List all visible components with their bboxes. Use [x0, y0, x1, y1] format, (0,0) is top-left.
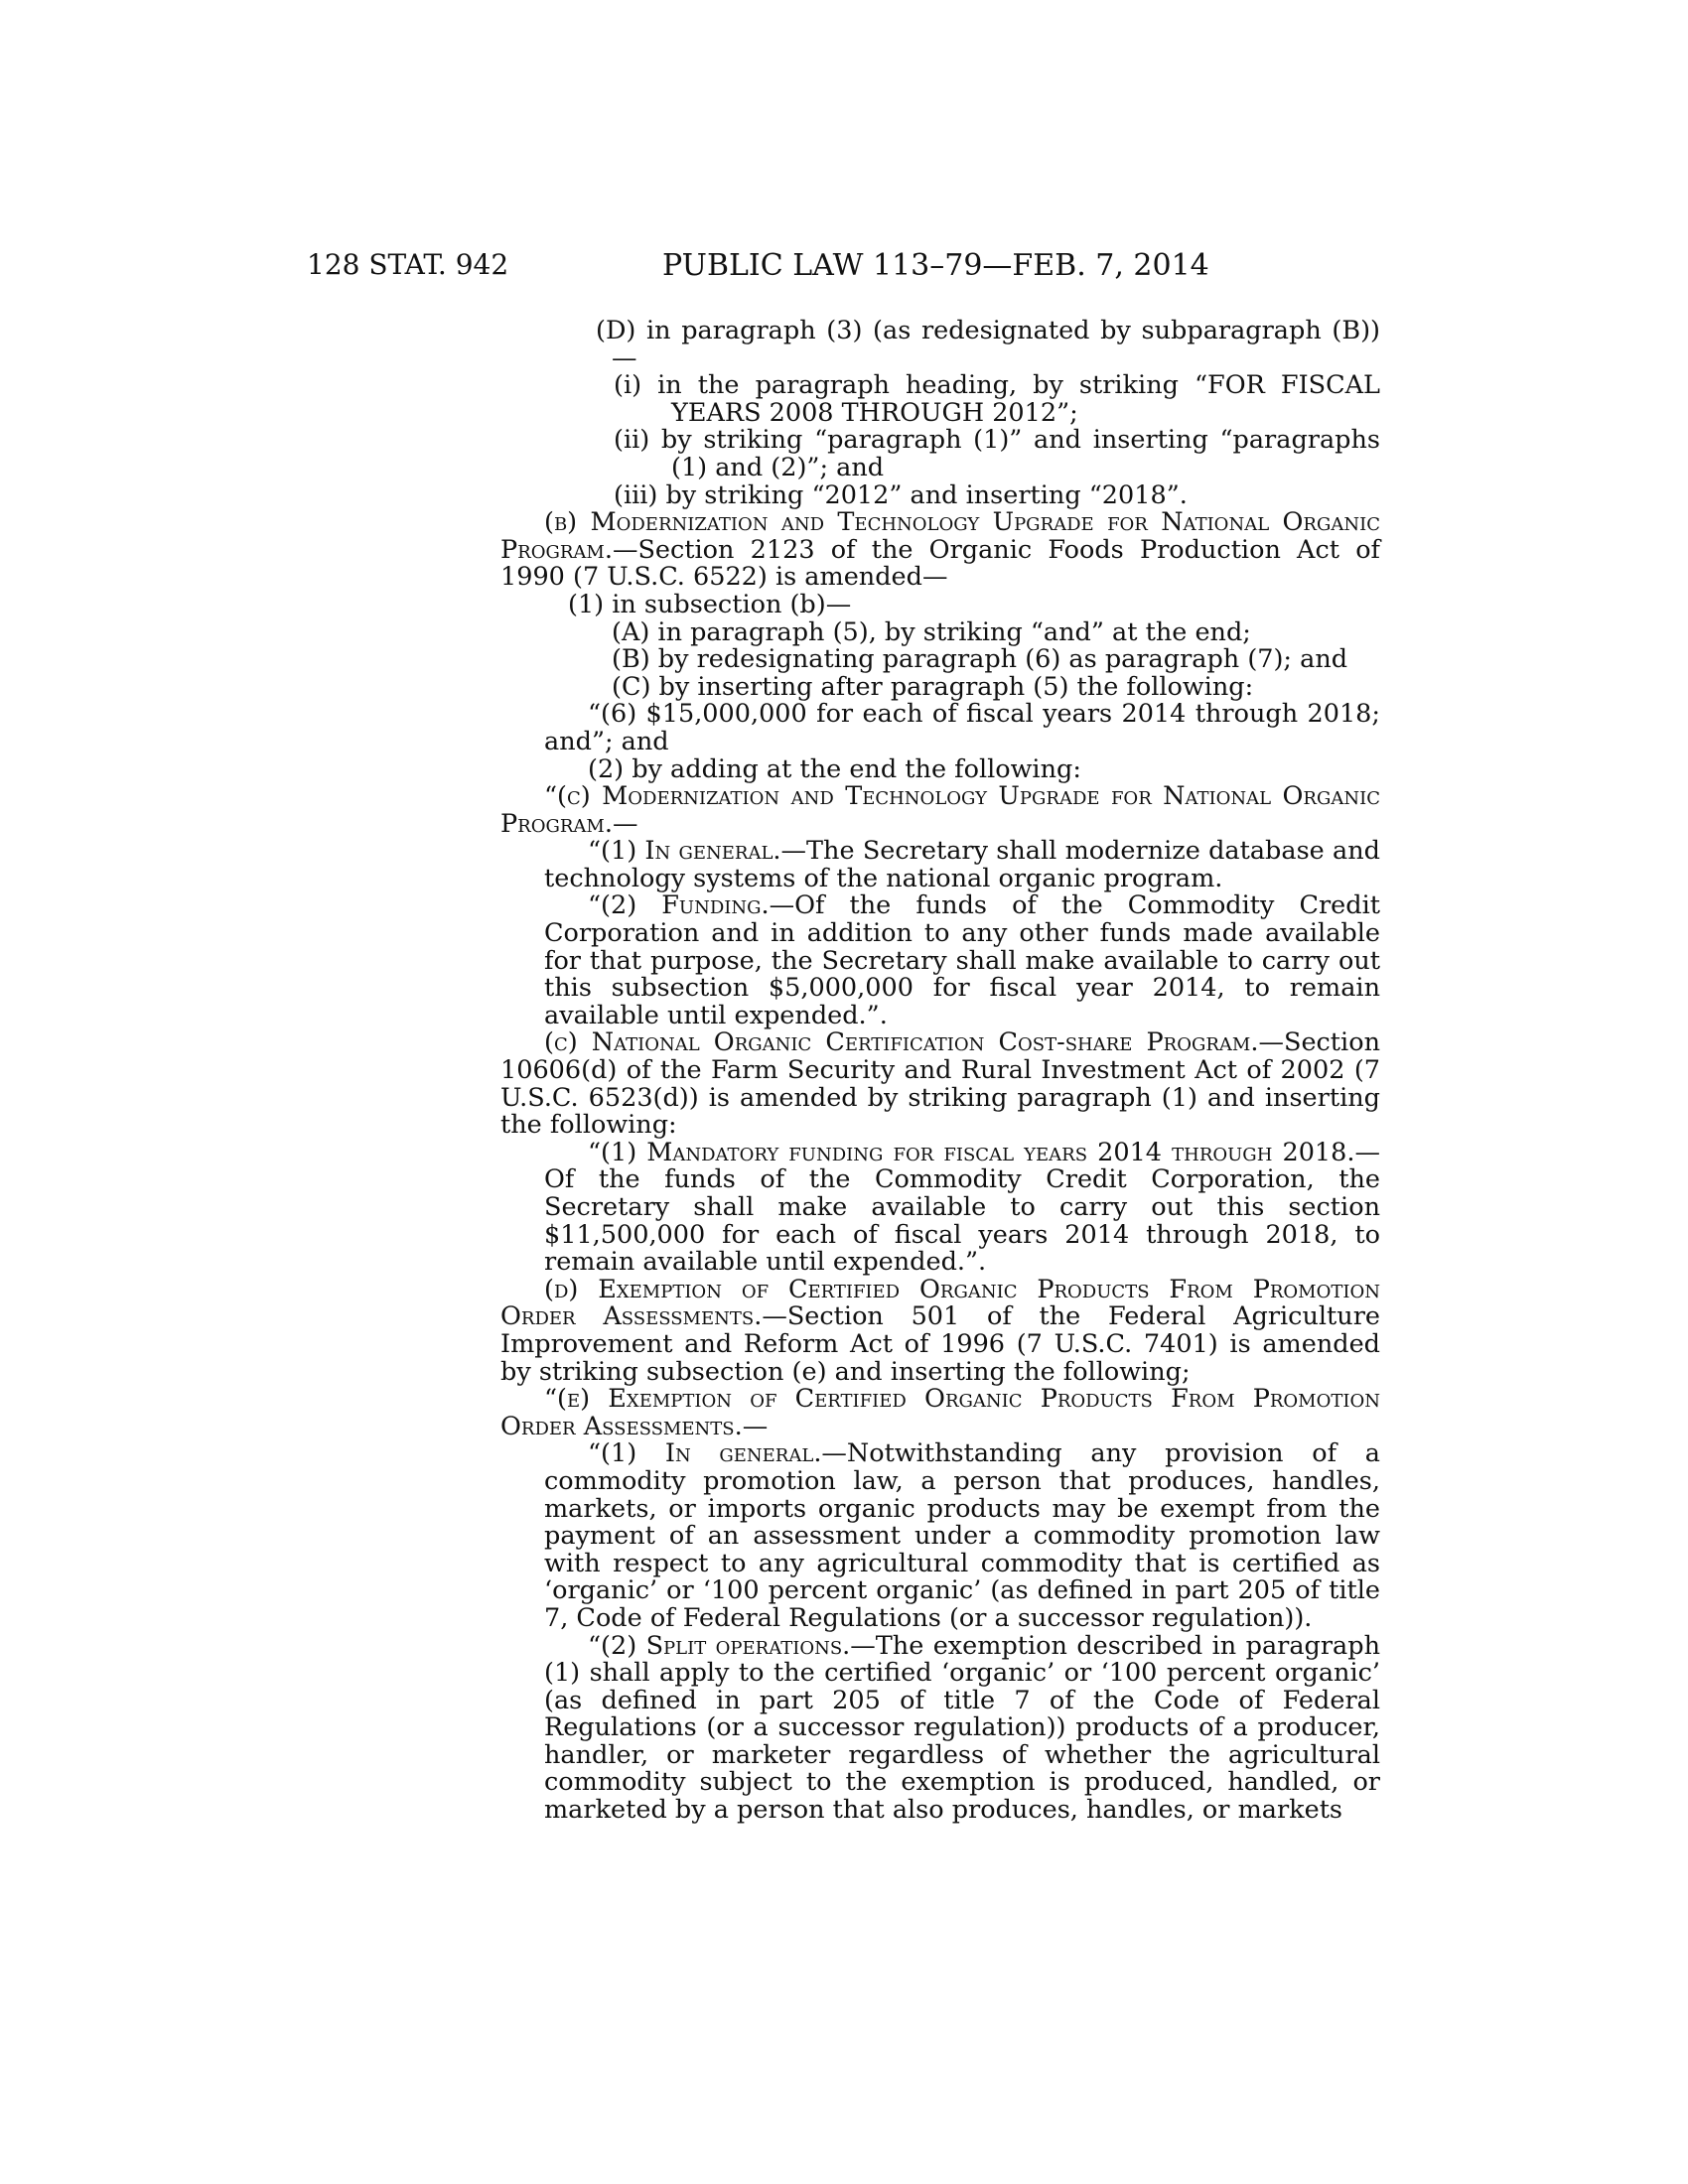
clause-ii: (ii) by striking “paragraph (1)” and inserting “paragraphs (1) and (2)”; and [614, 425, 1380, 482]
inserted-c-paragraph-2-text: —Of the funds of the Commodity Credit Corporation and in addition to any other funds made available for that purpose, the Secretary shall make available to carry out this subsection $5,000,000 for fiscal year 2014, to remain available until expended.”. [544, 890, 1380, 1030]
inserted-e-paragraph-2-text: —The exemption described in paragraph (1) shall apply to the certified ‘organic’ or ‘100 percent organic’ (as defined in part 205 of title 7 of the Code of Federal Regulations (or a successor regulation)) products of a producer, handler, or marketer regardless of whether the agricultural commodity subject to the exemption is produced, handled, or marketed by a person that also produces, handles, or markets [544, 1630, 1380, 1826]
inserted-c-paragraph-1-heading: “(1) In general. [588, 836, 781, 867]
subsection-b-heading: (b) Modernization and Technology Upgrade for National Organic Program. [500, 507, 1380, 565]
paragraph-d: (D) in paragraph (3) (as redesignated by subparagraph (B))— [596, 316, 1380, 373]
subsection-d-heading: (d) Exemption of Certified Organic Products From Promotion Order Assessments. [500, 1274, 1380, 1332]
subsection-d [500, 1274, 1380, 1387]
paragraph-1: (1) in subsection (b)— [568, 589, 852, 619]
inserted-subsection-c [500, 783, 1380, 838]
subsection-b-text: —Section 2123 of the Organic Foods Production Act of 1990 (7 U.S.C. 6522) is amended— [500, 534, 1380, 593]
inserted-e-paragraph-1-heading: “(1) In general. [588, 1438, 822, 1469]
stat-page-number: 128 STAT. 942 [307, 248, 509, 281]
inserted-e-paragraph-2-heading: “(2) Split operations. [588, 1630, 851, 1661]
inserted-paragraph-6: “(6) $15,000,000 for each of fiscal years 2014 through 2018; and”; and [544, 699, 1380, 756]
inserted-c-paragraph-1 [500, 838, 1380, 892]
inserted-e-paragraph-1-text: —Notwithstanding any provision of a commodity promotion law, a person that produces, handles, markets, or imports organic products may be exempt from the payment of an assessment under a commodity promotion law with respect to any agricultural commodity that is certified as ‘organic’ or ‘100 percent organic’ (as defined in part 205 of title 7, Code of Federal Regulations (or a successor regulation)). [544, 1438, 1380, 1633]
mandatory-funding-paragraph [500, 1137, 1380, 1278]
inserted-subsection-c-dash: — [612, 808, 638, 839]
inserted-c-paragraph-2-heading: “(2) Funding. [588, 890, 770, 921]
document-body [500, 318, 1380, 1825]
mandatory-funding-text: —Of the funds of the Commodity Credit Corporation, the Secretary shall make available to carry out this section $11,500,000 for each of fiscal years 2014 through 2018, to remain available until expended.”. [544, 1137, 1380, 1278]
page-header [0, 248, 1688, 288]
inserted-c-paragraph-2 [500, 892, 1380, 1029]
clause-iii: (iii) by striking “2012” and inserting “2018”. [614, 479, 1188, 510]
running-title: PUBLIC LAW 113–79—FEB. 7, 2014 [662, 248, 1209, 283]
paragraph-2: (2) by adding at the end the following: [588, 753, 1081, 784]
mandatory-funding-heading: “(1) Mandatory funding for fiscal years 2014 through 2018. [588, 1137, 1355, 1167]
subsection-b [500, 509, 1380, 592]
inserted-subsection-e-dash: — [742, 1411, 769, 1441]
subsection-c [500, 1029, 1380, 1139]
inserted-c-paragraph-1-text: —The Secretary shall modernize database and technology systems of the national organic program. [544, 836, 1380, 893]
subsection-d-text: —Section 501 of the Federal Agriculture Improvement and Reform Act of 1996 (7 U.S.C. 7401) is amended by striking subsection (e) and inserting the following; [500, 1301, 1380, 1387]
subparagraph-a: (A) in paragraph (5), by striking “and” at the end; [612, 616, 1251, 647]
inserted-e-paragraph-1 [500, 1440, 1380, 1632]
subsection-c-text: —Section 10606(d) of the Farm Security and Rural Investment Act of 2002 (7 U.S.C. 6523(d)) is amended by striking paragraph (1) and inserting the following: [500, 1027, 1380, 1141]
subparagraph-b: (B) by redesignating paragraph (6) as paragraph (7); and [612, 644, 1348, 675]
inserted-e-paragraph-2 [500, 1630, 1380, 1826]
inserted-subsection-e [500, 1386, 1380, 1440]
subsection-c-heading: (c) National Organic Certification Cost-share Program. [544, 1027, 1259, 1058]
subparagraph-c: (C) by inserting after paragraph (5) the following: [612, 671, 1254, 702]
clause-i: (i) in the paragraph heading, by striking “FOR FISCAL YEARS 2008 THROUGH 2012”; [614, 370, 1380, 428]
inserted-subsection-e-heading: “(e) Exemption of Certified Organic Products From Promotion Order Assessments. [500, 1384, 1380, 1441]
inserted-subsection-c-heading: “(c) Modernization and Technology Upgrade for National Organic Program. [500, 781, 1380, 839]
